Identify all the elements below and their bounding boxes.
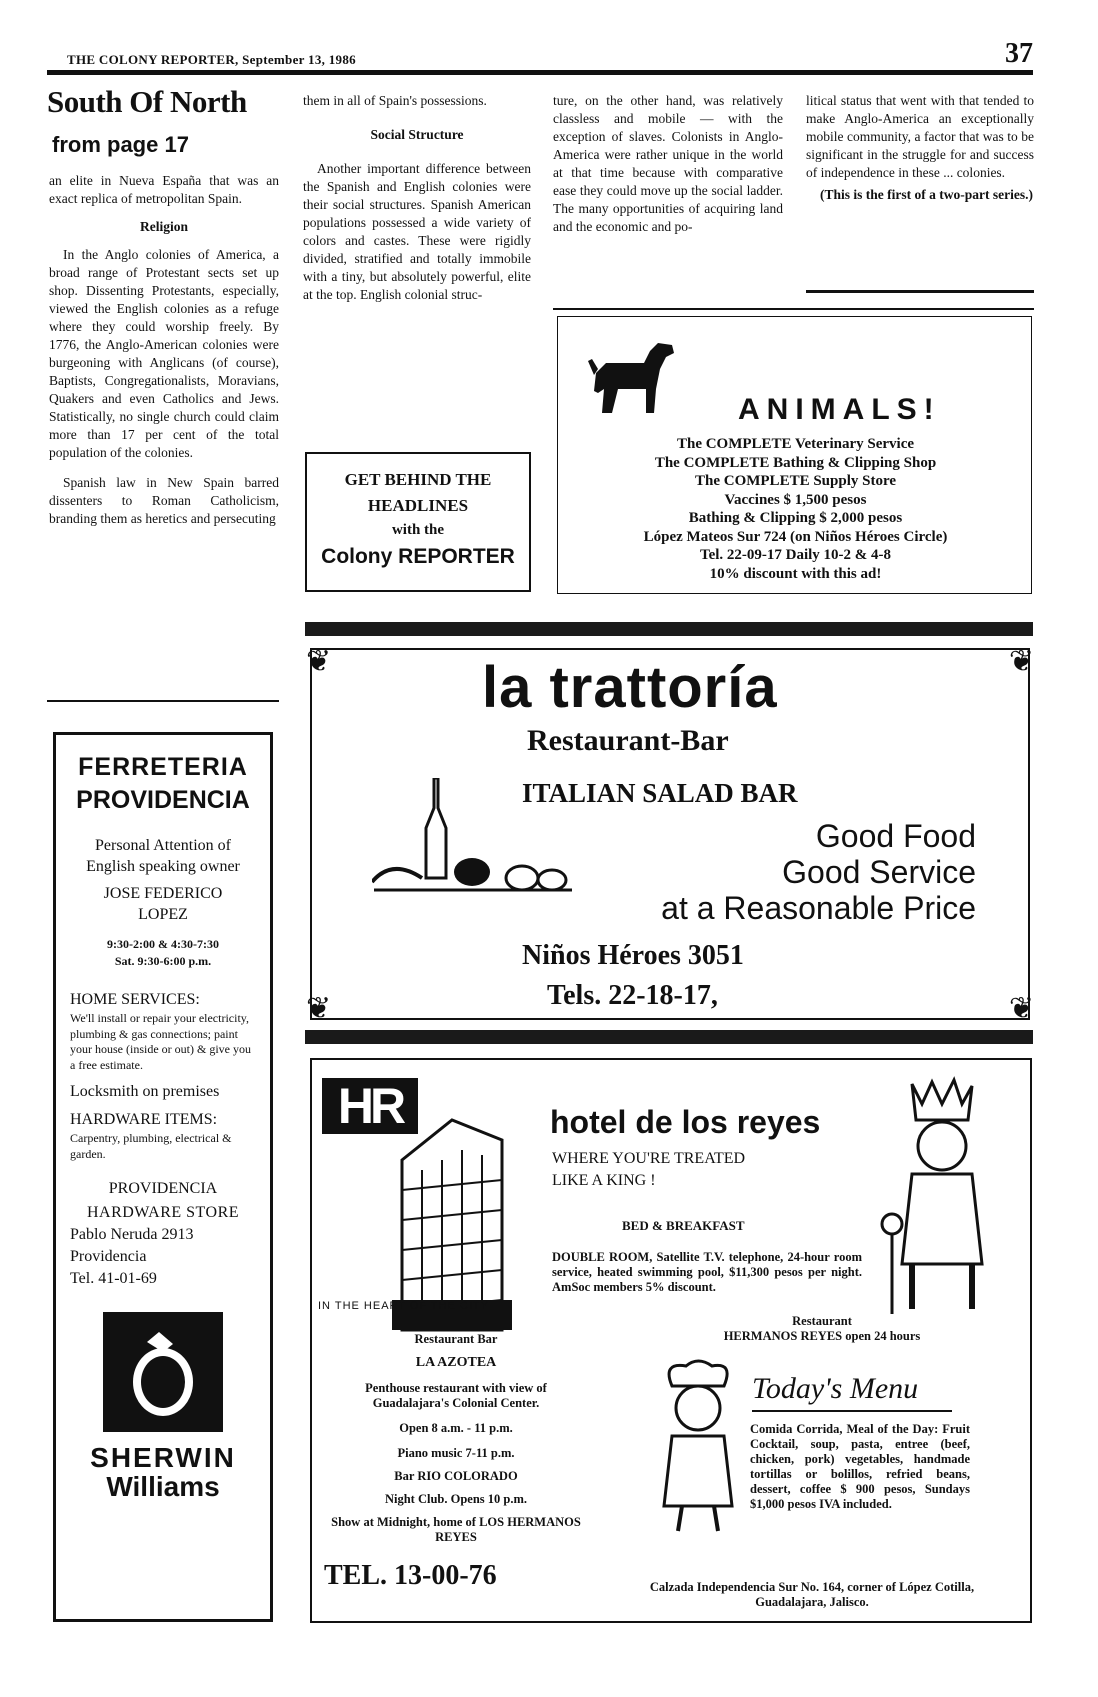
king-mascot-illustration — [872, 1074, 1012, 1324]
azotea-title-1: Restaurant Bar — [414, 1332, 498, 1346]
trattoria-tel: Tels. 22-18-17, — [547, 980, 718, 1011]
animals-line: The COMPLETE Bathing & Clipping Shop — [654, 454, 937, 471]
animals-lines — [558, 435, 1033, 583]
article-col4-note: (This is the first of a two-part series.) — [820, 187, 1033, 202]
divider-bar — [305, 622, 1033, 636]
home-services-title: HOME SERVICES: — [70, 991, 200, 1008]
promo-line-4: Colony REPORTER — [321, 545, 515, 568]
menu-underline — [752, 1410, 952, 1412]
divider-bar — [305, 1030, 1033, 1044]
article-col2-top: them in all of Spain's possessions. — [303, 93, 487, 108]
azotea-open: Open 8 a.m. - 11 p.m. — [399, 1421, 513, 1435]
trattoria-address: Niños Héroes 3051 — [522, 940, 744, 971]
restaurant-title — [672, 1314, 972, 1344]
sherwin-brand-1: SHERWIN — [90, 1442, 236, 1473]
hardware-title: HARDWARE ITEMS: — [70, 1111, 218, 1128]
ferreteria-hours-2: Sat. 9:30-6:00 p.m. — [114, 954, 212, 968]
animals-line: The COMPLETE Supply Store — [694, 473, 896, 489]
store-name-1: PROVIDENCIA — [108, 1180, 218, 1197]
trattoria-subtitle: Restaurant-Bar — [527, 724, 729, 757]
article-column-3 — [553, 92, 783, 236]
trattoria-slogan-3: at a Reasonable Price — [661, 890, 976, 926]
hotel-name: hotel de los reyes — [550, 1104, 821, 1140]
article-column-1 — [49, 172, 279, 528]
headline: South Of North — [47, 84, 247, 119]
religion-heading: Religion — [139, 219, 188, 234]
azotea-piano: Piano music 7-11 p.m. — [397, 1446, 515, 1460]
masthead-left: THE COLONY REPORTER, September 13, 1986 — [67, 52, 356, 67]
azotea-block — [326, 1332, 586, 1545]
restaurant-title-2: HERMANOS REYES open 24 hours — [723, 1329, 921, 1343]
trattoria-slogan-1: Good Food — [815, 818, 976, 854]
masthead-rule — [47, 70, 1033, 75]
promo-line-3: with the — [391, 522, 445, 538]
hotel-logo: HR — [322, 1078, 418, 1134]
ferreteria-ad — [53, 732, 273, 1622]
article-column-2 — [303, 92, 531, 304]
store-address-1: Pablo Neruda 2913 — [70, 1226, 194, 1243]
bar-rio: Bar RIO COLORADO — [394, 1469, 518, 1483]
corner-ornament: ❦ — [1008, 644, 1034, 679]
hotel-room: DOUBLE ROOM, Satellite T.V. telephone, 24-hour room service, heated swimming pool, $11,300 pesos per night. AmSoc members 5% discount. — [552, 1250, 862, 1294]
col4-end-rule — [806, 290, 1034, 293]
article-col1-spain: Spanish law in New Spain barred dissenters to Roman Catholicism, branding them as heretics and persecuting — [49, 475, 279, 526]
corner-ornament: ❦ — [1008, 991, 1034, 1026]
hotel-tagline-1: WHERE YOU'RE TREATED — [552, 1150, 746, 1167]
ferreteria-attention: Personal Attention of English speaking owner — [86, 837, 240, 875]
animals-line: Vaccines $ 1,500 pesos — [724, 491, 867, 508]
article-col2-social: Another important difference between the Spanish and English colonies were their social structures. Spanish American populations possessed a wide variety of colors and castes. These were rigidly divided, stratified and totally immobile with a tiny, but absolutely powerful, elite at the top. English colonial struc- — [303, 161, 531, 302]
hotel-tel: TEL. 13-00-76 — [324, 1560, 497, 1591]
restaurant-title-1: Restaurant — [792, 1314, 852, 1328]
col3-end-rule — [553, 308, 1034, 310]
ferreteria-hours-1: 9:30-2:00 & 4:30-7:30 — [107, 937, 219, 951]
article-column-4 — [806, 92, 1034, 204]
headlines-promo — [305, 452, 531, 592]
trattoria-salad: ITALIAN SALAD BAR — [522, 778, 798, 808]
article-col4: litical status that went with that tended to make Anglo-America an exceptionally mobile community, a factor that was to be significant in the struggle for and success of independence in these ... colonies. — [806, 93, 1034, 180]
social-heading: Social Structure — [370, 127, 464, 142]
article-col1-religion: In the Anglo colonies of America, a broad range of Protestant sects set up shop. Dissenting Protestants, especially, viewed the English colonies as a refuge where they could worship freely. By 1776, the Anglo-American colonies were burgeoning with Anglicans (of course), Baptists, Congregationalists, Moravians, Quakers and even Catholics and Jews. Statistically, no single church could claim more than 17 per cent of the total population of the colonies. — [49, 247, 279, 460]
corner-ornament: ❦ — [306, 644, 332, 679]
ferreteria-name-2: PROVIDENCIA — [76, 786, 250, 814]
trattoria-logo: la trattoría — [482, 655, 778, 720]
promo-line-1: GET BEHIND THE — [344, 470, 492, 489]
article-col3: ture, on the other hand, was relatively classless and mobile — with the exception of slaves. Colonists in Anglo-America were rather unique in the world at that time because with comparative ease they could move up the social ladder. The many opportunities of acquiring land and the economic and po- — [553, 93, 783, 234]
menu-text: Comida Corrida, Meal of the Day: Fruit Cocktail, soup, pasta, entree (beef, chicken, pork) vegetables, handmade tortillas or bolillos, refried beans, dessert, coffee $ 900 pesos, Sundays $1,000 pesos IVA included. — [750, 1422, 970, 1511]
home-services-text: We'll install or repair your electricity, plumbing & gas connections; paint your house (inside or out) & give you a free estimate. — [70, 1011, 251, 1072]
trattoria-slogan-2: Good Service — [782, 854, 976, 890]
animals-line: The COMPLETE Veterinary Service — [676, 436, 915, 452]
hardware-items: Carpentry, plumbing, electrical & garden. — [70, 1131, 232, 1161]
locksmith-text: Locksmith on premises — [70, 1083, 220, 1100]
azotea-title-2: LA AZOTEA — [415, 1355, 497, 1370]
animals-line: 10% discount with this ad! — [709, 565, 882, 582]
hotel-ad — [310, 1058, 1032, 1623]
show-text: Show at Midnight, home of LOS HERMANOS REYES — [331, 1515, 581, 1544]
azotea-desc: Penthouse restaurant with view of Guadalajara's Colonial Center. — [365, 1381, 547, 1410]
animals-title: ANIMALS! — [738, 393, 941, 426]
hotel-bnb: BED & BREAKFAST — [622, 1218, 745, 1233]
store-address-2: Providencia — [70, 1248, 147, 1265]
col1-end-rule — [47, 700, 279, 702]
chef-illustration — [642, 1356, 752, 1536]
animals-line: Tel. 22-09-17 Daily 10-2 & 4-8 — [699, 547, 892, 563]
animals-ad — [557, 316, 1032, 594]
sherwin-brand-2: Williams — [106, 1471, 220, 1502]
subhead: from page 17 — [52, 132, 189, 157]
menu-title: Today's Menu — [752, 1372, 919, 1405]
trattoria-ad — [306, 644, 1034, 1026]
animals-line: Bathing & Clipping $ 2,000 pesos — [688, 510, 903, 526]
paint-can-icon — [103, 1312, 223, 1432]
hotel-address: Calzada Independencia Sur No. 164, corner of López Cotilla, Guadalajara, Jalisco. — [649, 1580, 975, 1609]
salad-bottle-illustration — [372, 778, 582, 898]
promo-line-2: HEADLINES — [367, 496, 469, 515]
hotel-tagline-2: LIKE A KING ! — [552, 1172, 656, 1189]
store-tel: Tel. 41-01-69 — [70, 1270, 157, 1287]
animals-line: López Mateos Sur 724 (on Niños Héroes Circle) — [643, 528, 948, 545]
ferreteria-owner: JOSE FEDERICO LOPEZ — [103, 885, 223, 923]
terrier-dog-icon — [588, 333, 678, 421]
store-name-2: HARDWARE STORE — [86, 1204, 240, 1221]
night-club: Night Club. Opens 10 p.m. — [384, 1492, 528, 1506]
page-number: 37 — [1005, 38, 1033, 69]
corner-ornament: ❦ — [306, 991, 332, 1026]
hotel-heart: IN THE HEART OF THE CITY — [318, 1300, 490, 1312]
ferreteria-name-1: FERRETERIA — [78, 753, 248, 781]
article-col1-intro: an elite in Nueva España that was an exact replica of metropolitan Spain. — [49, 173, 279, 206]
